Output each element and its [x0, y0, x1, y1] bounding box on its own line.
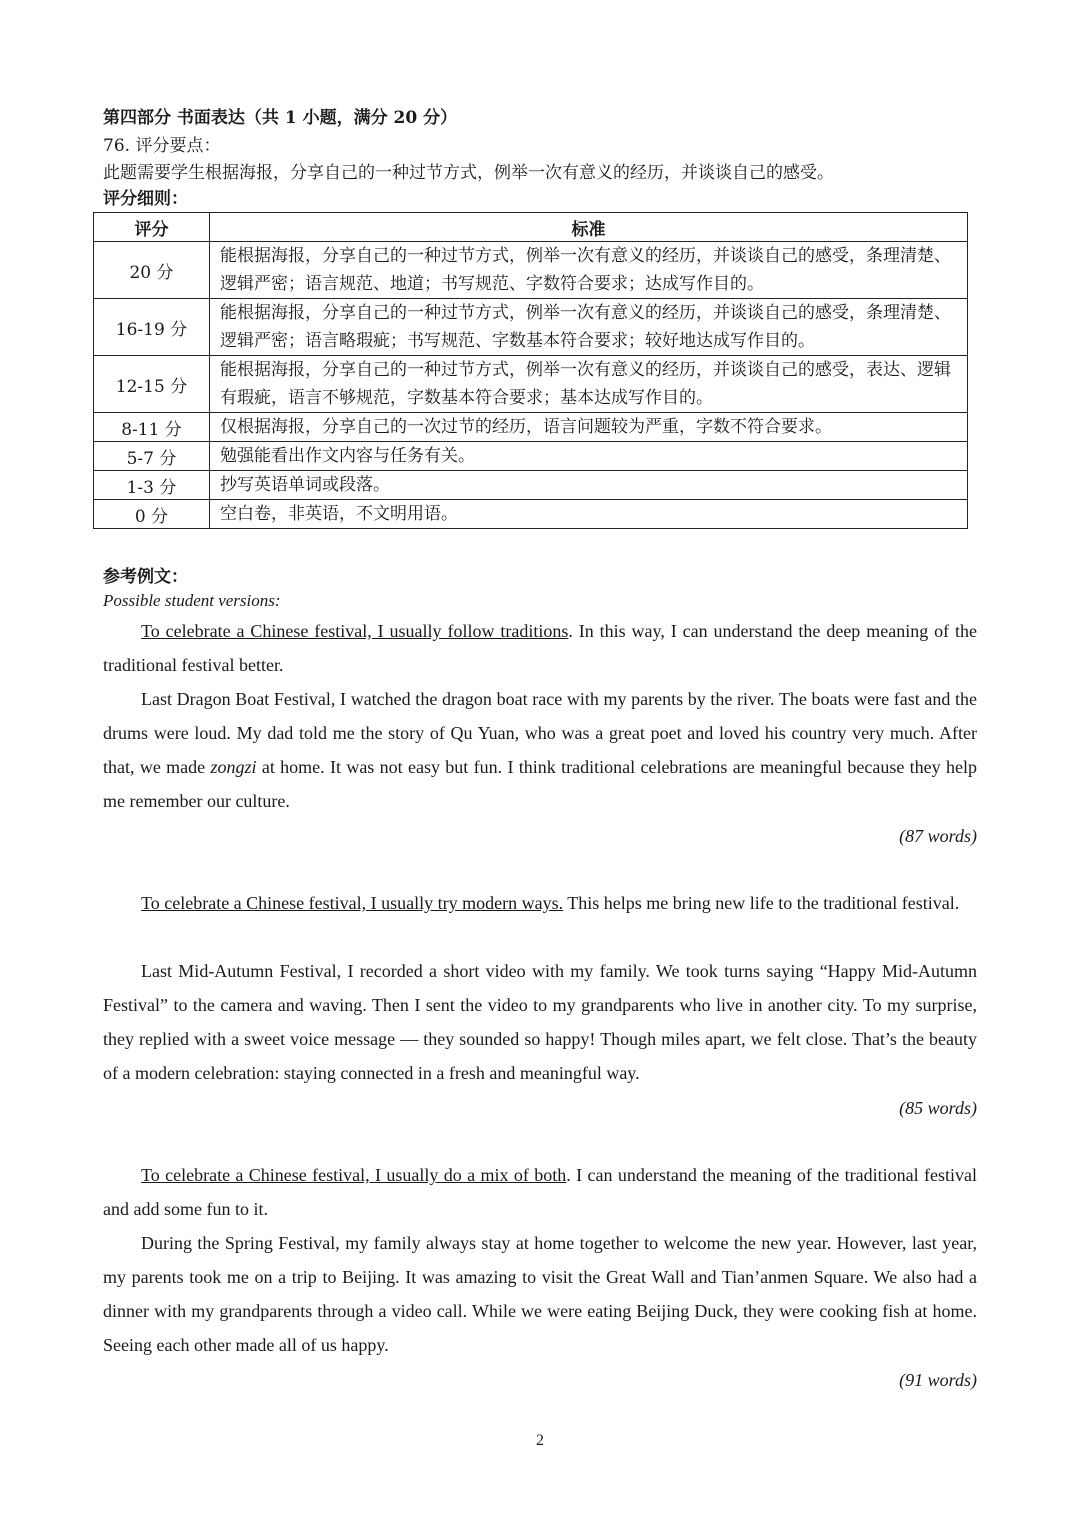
- rubric-row: [94, 500, 968, 529]
- essay-3-topic-sentence: To celebrate a Chinese festival, I usually do a mix of both: [141, 1165, 567, 1185]
- page-number: 2: [536, 1432, 544, 1449]
- essay-1-paragraph-1-rest: . In this way, I can understand the deep meaning of the traditional festival better.: [103, 621, 977, 675]
- essay-3-paragraph-1: [103, 1158, 977, 1226]
- task-description: 此题需要学生根据海报，分享自己的一种过节方式，例举一次有意义的经历，并谈谈自己的感受。: [103, 163, 834, 183]
- rubric-row: [94, 413, 968, 442]
- essay-2-word-count: (85 words): [899, 1098, 977, 1118]
- essay-2-paragraph-1: [103, 886, 977, 920]
- essay-1-paragraph-2: [103, 682, 977, 818]
- rubric-row: [94, 242, 968, 299]
- rubric-criteria: 勉强能看出作文内容与任务有关。: [210, 442, 968, 471]
- rubric-criteria: 抄写英语单词或段落。: [210, 471, 968, 500]
- rubric-header-score: 评分: [94, 213, 210, 242]
- essay-2-paragraph-2: Last Mid-Autumn Festival, I recorded a short video with my family. We took turns saying “Happy Mid-Autumn Festival” to the camera and waving. Then I sent the video to my grandparents who live in another city. To my surprise, they replied with a sweet voice message — they sounded so happy! Though miles apart, we felt close. That’s the beauty of a modern celebration: staying connected in a fresh and meaningful way.: [103, 961, 977, 1083]
- sample-heading: 参考例文：: [103, 567, 188, 587]
- question-heading: [103, 135, 220, 157]
- essay-1-paragraph-2-a: Last Dragon Boat Festival, I watched the dragon boat race with my parents by the river. The boats were fast and the drums were loud. My dad told me the story of Qu Yuan, who was a great poet and loved his country very much. After that, we made: [103, 689, 977, 777]
- rubric-row: [94, 356, 968, 413]
- rubric-criteria: 仅根据海报，分享自己的一次过节的经历，语言问题较为严重，字数不符合要求。: [210, 413, 968, 442]
- rubric-criteria: 空白卷，非英语，不文明用语。: [210, 500, 968, 529]
- rubric-heading: 评分细则：: [103, 189, 188, 209]
- rubric-score: 20 分: [94, 242, 210, 299]
- rubric-row: [94, 299, 968, 356]
- rubric-criteria: 能根据海报，分享自己的一种过节方式，例举一次有意义的经历，并谈谈自己的感受，表达、逻辑有瑕疵，语言不够规范，字数基本符合要求；基本达成写作目的。: [210, 356, 968, 413]
- essay-3-paragraph-1-rest: . I can understand the meaning of the traditional festival and add some fun to it.: [103, 1165, 977, 1219]
- rubric-score: 5-7 分: [94, 442, 210, 471]
- rubric-row: [94, 471, 968, 500]
- essay-3-word-count: (91 words): [899, 1370, 977, 1390]
- essay-3-paragraph-2: During the Spring Festival, my family always stay at home together to welcome the new year. However, last year, my parents took me on a trip to Beijing. It was amazing to visit the Great Wall and Tian’anmen Square. We also had a dinner with my grandparents through a video call. While we were eating Beijing Duck, they were cooking fish at home. Seeing each other made all of us happy.: [103, 1233, 977, 1355]
- rubric-score: 1-3 分: [94, 471, 210, 500]
- essay-1-word-count: (87 words): [899, 826, 977, 846]
- essay-1-topic-sentence: To celebrate a Chinese festival, I usually follow traditions: [141, 621, 569, 641]
- rubric-score: 12-15 分: [94, 356, 210, 413]
- section-title: 第四部分 书面表达（共 1 小题，满分 20 分）: [103, 108, 458, 128]
- rubric-row: [94, 442, 968, 471]
- rubric-score: 8-11 分: [94, 413, 210, 442]
- rubric-criteria: 能根据海报，分享自己的一种过节方式，例举一次有意义的经历，并谈谈自己的感受，条理清楚、逻辑严密；语言略瑕疵；书写规范、字数基本符合要求；较好地达成写作目的。: [210, 299, 968, 356]
- essay-2-topic-sentence: To celebrate a Chinese festival, I usually try modern ways.: [141, 893, 564, 913]
- essay-1-paragraph-2-b: at home. It was not easy but fun. I think traditional celebrations are meaningful because they help me remember our culture.: [103, 757, 977, 811]
- rubric-criteria: 能根据海报，分享自己的一种过节方式，例举一次有意义的经历，并谈谈自己的感受，条理清楚、逻辑严密；语言规范、地道；书写规范、字数符合要求；达成写作目的。: [210, 242, 968, 299]
- rubric-score: 0 分: [94, 500, 210, 529]
- rubric-score: 16-19 分: [94, 299, 210, 356]
- question-heading-text: 76. 评分要点：: [103, 136, 221, 156]
- rubric-table: [93, 212, 968, 529]
- essay-1-paragraph-1: [103, 614, 977, 682]
- sample-subheading: Possible student versions:: [103, 591, 281, 610]
- rubric-header-criteria: 标准: [210, 213, 968, 242]
- essay-1-zongzi: zongzi: [210, 757, 257, 777]
- essay-2-paragraph-1-rest: This helps me bring new life to the traditional festival.: [563, 893, 960, 913]
